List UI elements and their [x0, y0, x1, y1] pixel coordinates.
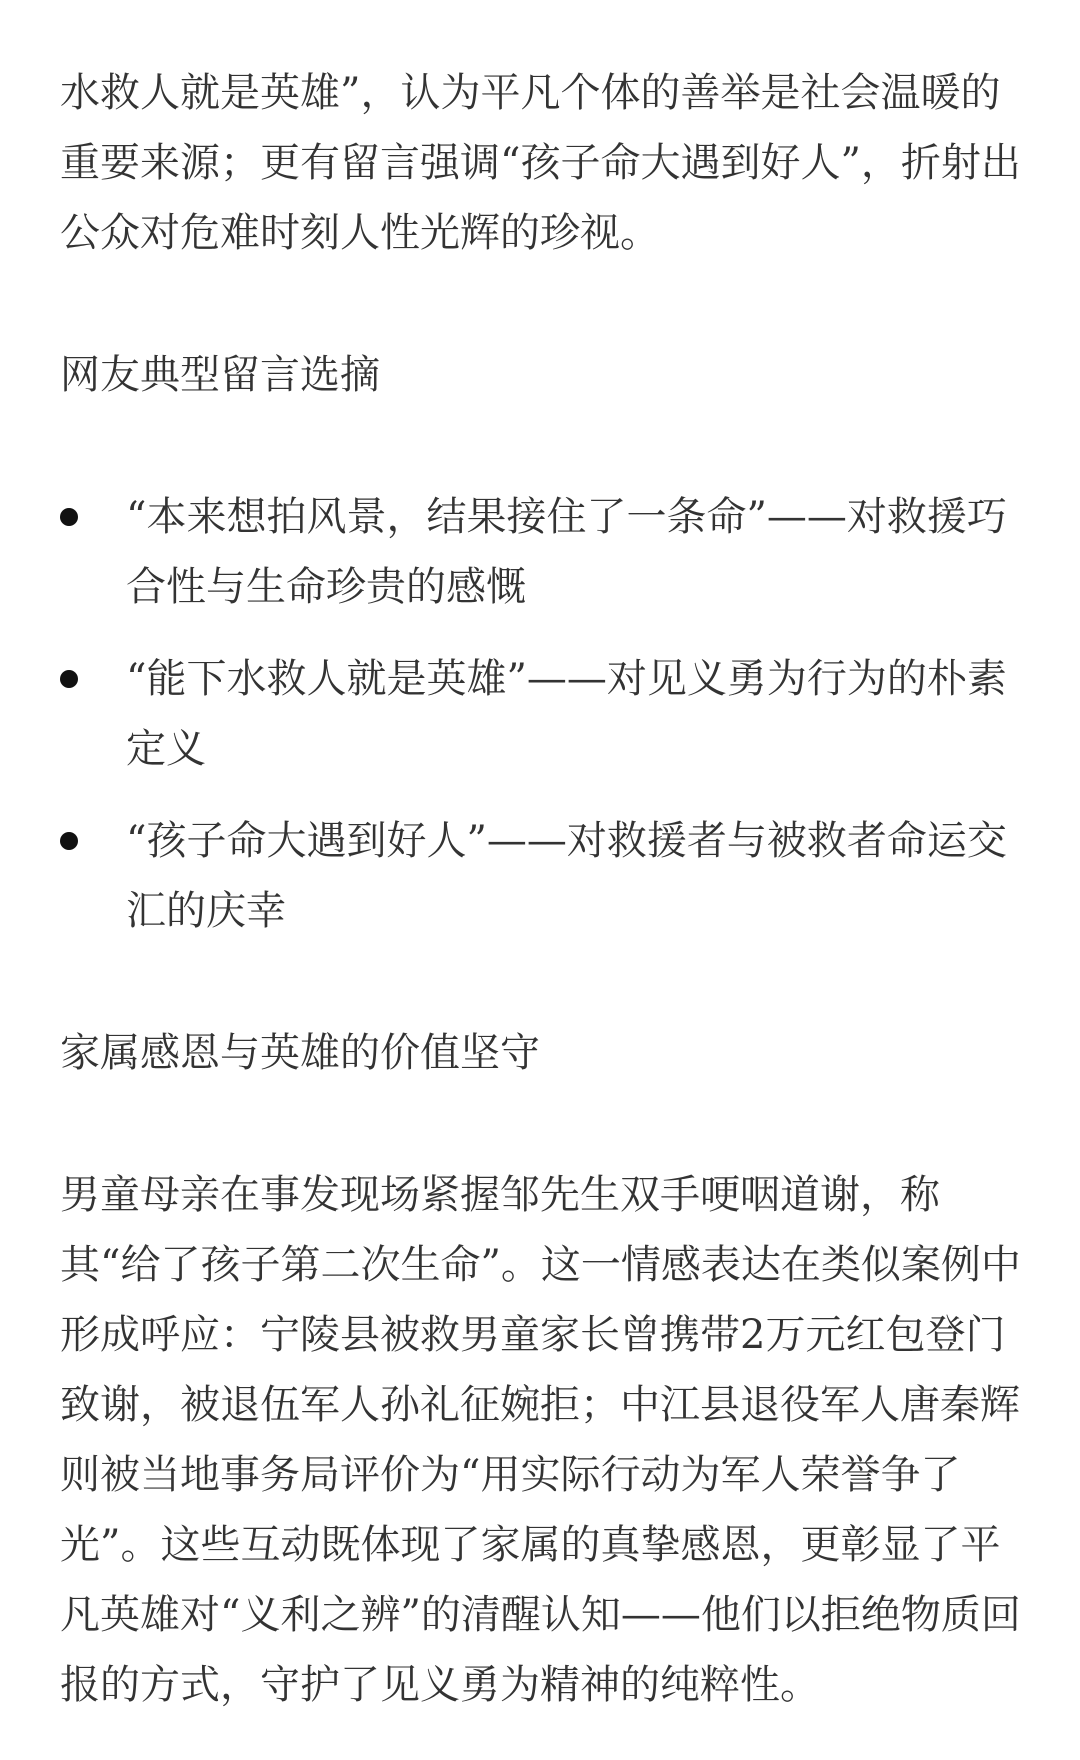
- bullet-icon: [60, 508, 78, 526]
- comments-heading: 网友典型留言选摘: [60, 352, 380, 398]
- quote-text: “本来想拍风景，结果接住了一条命”——对救援巧合性与生命珍贵的感慨: [126, 494, 1007, 610]
- quote-list: [60, 482, 1022, 946]
- article-body: [60, 58, 1022, 1720]
- bullet-icon: [60, 670, 78, 688]
- quote-text: “孩子命大遇到好人”——对救援者与被救者命运交汇的庆幸: [126, 818, 1007, 934]
- body-paragraph: 男童母亲在事发现场紧握邹先生双手哽咽道谢，称其“给了孩子第二次生命”。这一情感表达在类似案例中形成呼应：宁陵县被救男童家长曾携带2万元红包登门致谢，被退伍军人孙礼征婉拒；中江县退役军人唐秦辉则被当地事务局评价为“用实际行动为军人荣誉争了光”。这些互动既体现了家属的真挚感恩，更彰显了平凡英雄对“义利之辨”的清醒认知——他们以拒绝物质回报的方式，守护了见义勇为精神的纯粹性。: [60, 1172, 1021, 1708]
- list-item: [60, 482, 1022, 622]
- list-item: [60, 644, 1022, 784]
- quote-text: “能下水救人就是英雄”——对见义勇为行为的朴素定义: [126, 656, 1007, 772]
- list-item: [60, 806, 1022, 946]
- section-heading: 家属感恩与英雄的价值坚守: [60, 1030, 540, 1076]
- bullet-icon: [60, 832, 78, 850]
- intro-paragraph: 水救人就是英雄”，认为平凡个体的善举是社会温暖的重要来源；更有留言强调“孩子命大遇到好人”，折射出公众对危难时刻人性光辉的珍视。: [60, 70, 1021, 256]
